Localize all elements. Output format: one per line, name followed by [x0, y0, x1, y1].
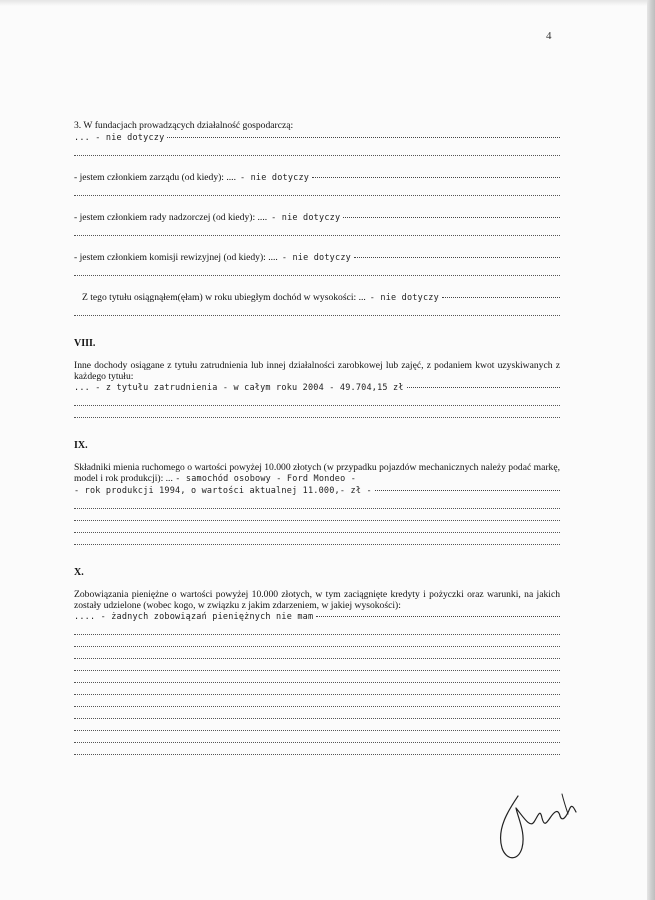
zarzad-line — [74, 172, 560, 184]
page-number: 4 — [546, 30, 552, 42]
section-9-value-line — [74, 485, 560, 497]
dotted-fill — [312, 177, 560, 178]
dotted-line — [74, 394, 560, 406]
section-9-text — [74, 462, 560, 485]
section-8-numeral-line — [74, 338, 560, 350]
dotted-line — [74, 695, 560, 707]
dotted-fill — [354, 257, 560, 258]
section-8-numeral: VIII. — [74, 338, 96, 349]
dochod-line — [74, 292, 560, 304]
section-3-line-1 — [74, 132, 560, 144]
dotted-line — [74, 719, 560, 731]
section-9-value-line2: - rok produkcji 1994, o wartości aktualnej 11.000,- zł - — [74, 486, 372, 496]
section-10-numeral-line — [74, 567, 560, 579]
rada-value: - nie dotyczy — [271, 213, 341, 223]
dochod-label: Z tego tytułu osiągnąłem(ęłam) w roku ubiegłym dochód w wysokości: ... — [82, 292, 366, 303]
komisja-line — [74, 252, 560, 264]
dotted-line — [74, 647, 560, 659]
dotted-line — [74, 671, 560, 683]
section-8-text: Inne dochody osiągane z tytułu zatrudnienia lub innej działalności zarobkowej lub zajęć, z podaniem kwot uzyskiwanych z każdego tytułu: — [74, 360, 560, 382]
dotted-line — [74, 224, 560, 236]
dotted-line — [74, 731, 560, 743]
section-9-numeral-line — [74, 440, 560, 452]
dotted-fill — [343, 217, 560, 218]
rada-label: - jestem członkiem rady nadzorczej (od kiedy): .... — [74, 212, 268, 223]
dotted-line — [74, 659, 560, 671]
dotted-line — [74, 683, 560, 695]
section-9-numeral: IX. — [74, 440, 88, 451]
handwritten-signature — [488, 778, 588, 878]
dotted-line — [74, 144, 560, 156]
section-10-numeral: X. — [74, 567, 84, 578]
dotted-fill — [375, 490, 560, 491]
section-3-heading: 3. W fundacjach prowadzących działalność gospodarczą: — [74, 120, 294, 131]
dotted-fill — [407, 387, 560, 388]
form-content — [74, 120, 560, 755]
scan-edge-right — [647, 0, 655, 900]
zarzad-label: - jestem członkiem zarządu (od kiedy): .... — [74, 172, 236, 183]
scan-edge-top — [0, 0, 655, 6]
dotted-line — [74, 635, 560, 647]
section-8-value: ... - z tytułu zatrudnienia - w całym roku 2004 - 49.704,15 zł — [74, 383, 404, 393]
dotted-fill — [316, 616, 560, 617]
dotted-line — [74, 509, 560, 521]
section-9-value-inline: - samochód osobowy - Ford Mondeo - — [175, 474, 357, 484]
dotted-line — [74, 521, 560, 533]
section-9-text-body: Składniki mienia ruchomego o wartości powyżej 10.000 złotych (w przypadku pojazdów mechanicznych należy podać markę, model i rok produkcji): ... — [74, 462, 560, 484]
section-3-line-1-value: ... - nie dotyczy — [74, 133, 165, 143]
section-10-value: .... - żadnych zobowiązań pieniężnych nie mam — [74, 612, 314, 622]
section-10-text: Zobowiązania pieniężne o wartości powyżej 10.000 złotych, w tym zaciągnięte kredyty i pożyczki oraz warunki, na jakich zostały udzielone (wobec kogo, w związku z jakim zdarzeniem, w jakiej wysokości): — [74, 589, 560, 611]
komisja-label: - jestem członkiem komisji rewizyjnej (od kiedy): .... — [74, 252, 278, 263]
dochod-value: - nie dotyczy — [369, 293, 439, 303]
dotted-line — [74, 707, 560, 719]
dotted-line — [74, 533, 560, 545]
dotted-line — [74, 743, 560, 755]
dotted-line — [74, 184, 560, 196]
dotted-line — [74, 304, 560, 316]
dotted-fill — [167, 137, 560, 138]
komisja-value: - nie dotyczy — [281, 253, 351, 263]
section-10-value-line — [74, 611, 560, 623]
dotted-line — [74, 623, 560, 635]
rada-line — [74, 212, 560, 224]
section-3-heading-line — [74, 120, 560, 132]
dotted-fill — [442, 297, 560, 298]
dotted-line — [74, 406, 560, 418]
section-8-value-line — [74, 382, 560, 394]
dotted-line — [74, 264, 560, 276]
zarzad-value: - nie dotyczy — [239, 173, 310, 183]
dotted-line — [74, 497, 560, 509]
